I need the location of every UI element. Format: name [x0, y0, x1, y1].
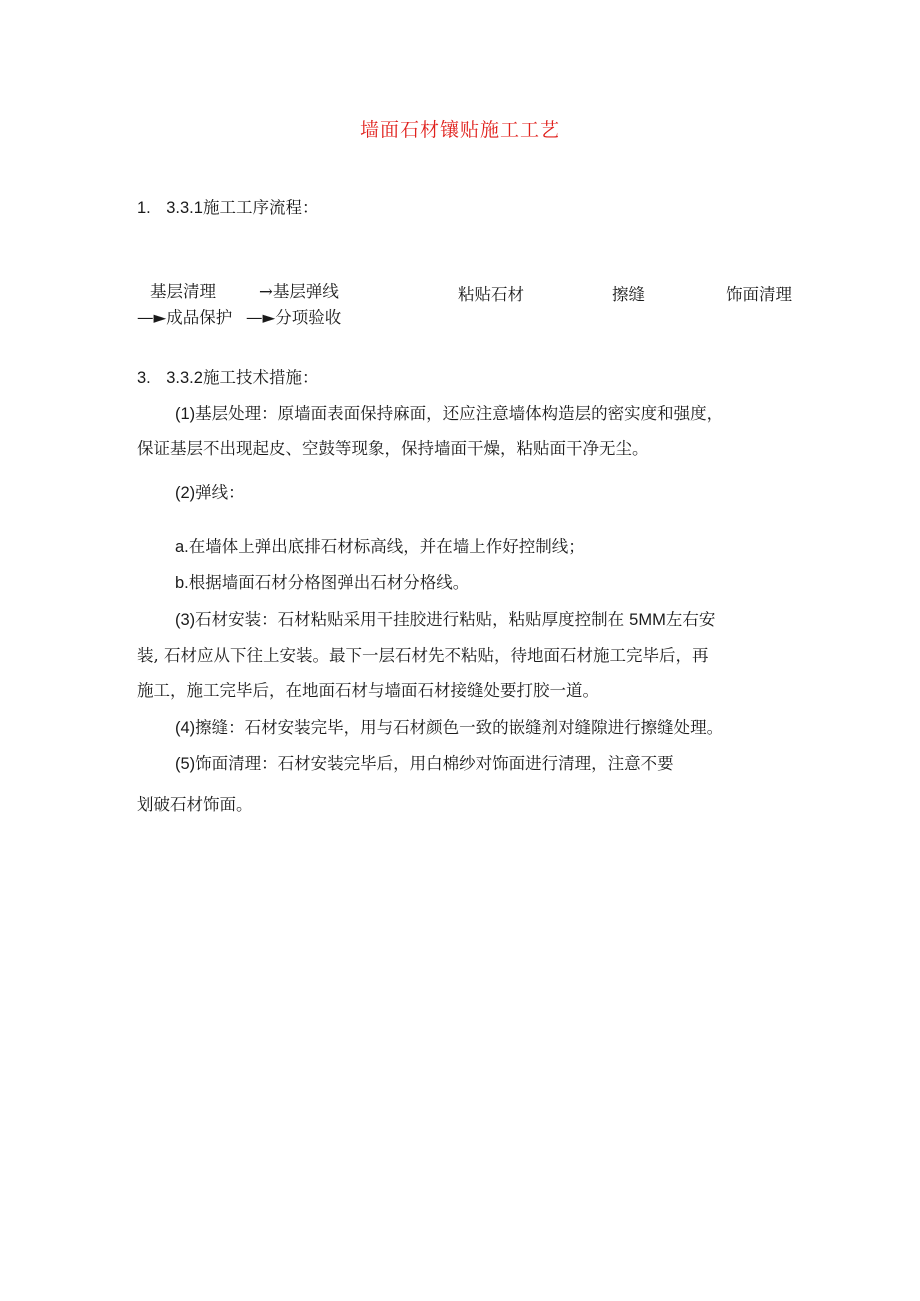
section-1-code: 3.3.1: [166, 199, 203, 217]
item-3-label: (3): [175, 611, 196, 629]
item-5-line-1: [175, 753, 674, 775]
section-2-code: 3.3.2: [166, 369, 203, 387]
item-1-label: (1): [175, 405, 196, 423]
flow-step-base-clean: 基层清理: [150, 282, 216, 301]
item-3-line-3: 施工，施工完毕后，在地面石材与墙面石材接缝处要打胶一道。: [137, 681, 599, 700]
item-1-line-1: [175, 403, 723, 425]
item-b-line: [175, 572, 469, 594]
item-a-text: 在墙体上弹出底排石材标高线，并在墙上作好控制线；: [188, 537, 585, 556]
section-2-number: 3.: [137, 369, 151, 387]
section-1-heading-text: 施工工序流程：: [202, 198, 319, 217]
item-5-text-1: 饰面清理：石材安装完毕后，用白棉纱对饰面进行清理，注意不要: [195, 754, 674, 773]
item-b-text: 根据墙面石材分格图弹出石材分格线。: [188, 573, 470, 592]
flow-step-acceptance: —►分项验收: [246, 308, 342, 327]
section-2-heading: [137, 367, 318, 389]
item-3-line-1: [175, 609, 715, 631]
item-2-text: 弹线：: [195, 483, 245, 502]
item-4-label: (4): [175, 719, 196, 737]
item-4-text: 擦缝：石材安装完毕，用与石材颜色一致的嵌缝剂对缝隙进行擦缝处理。: [195, 718, 724, 737]
item-2-line: [175, 482, 245, 504]
document-title: 墙面石材镶贴施工工艺: [359, 119, 560, 141]
section-2-heading-text: 施工技术措施：: [202, 368, 319, 387]
flow-step-joint-wipe: 擦缝: [612, 285, 645, 304]
item-4-line: [175, 717, 723, 739]
item-3-text-1a: 石材安装：石材粘贴采用干挂胶进行粘贴，粘贴厚度控制在: [195, 610, 625, 629]
flow-step-face-clean: 饰面清理: [726, 285, 792, 304]
item-3-thickness: 5MM: [629, 611, 666, 629]
item-3-text-1c: 左右安: [665, 610, 716, 629]
flow-step-stick-stone: 粘贴石材: [458, 285, 524, 304]
item-a-line: [175, 536, 585, 558]
item-1-line-2: 保证基层不出现起皮、空鼓等现象，保持墙面干燥，粘贴面干净无尘。: [137, 439, 649, 458]
flow-step-protect: —►成品保护: [137, 308, 233, 327]
section-1-number: 1.: [137, 199, 151, 217]
item-3-line-2: 装, 石材应从下往上安装。最下一层石材先不粘贴，待地面石材施工完毕后，再: [137, 646, 709, 665]
item-a-label: a.: [175, 538, 189, 556]
item-5-label: (5): [175, 755, 196, 773]
item-2-label: (2): [175, 484, 196, 502]
section-1-heading: [137, 197, 318, 219]
flow-step-base-line: →基层弹线: [259, 282, 339, 301]
item-5-line-2: 划破石材饰面。: [137, 795, 253, 814]
item-b-label: b.: [175, 574, 189, 592]
item-1-text-1: 基层处理：原墙面表面保持麻面，还应注意墙体构造层的密实度和强度，: [195, 404, 724, 423]
